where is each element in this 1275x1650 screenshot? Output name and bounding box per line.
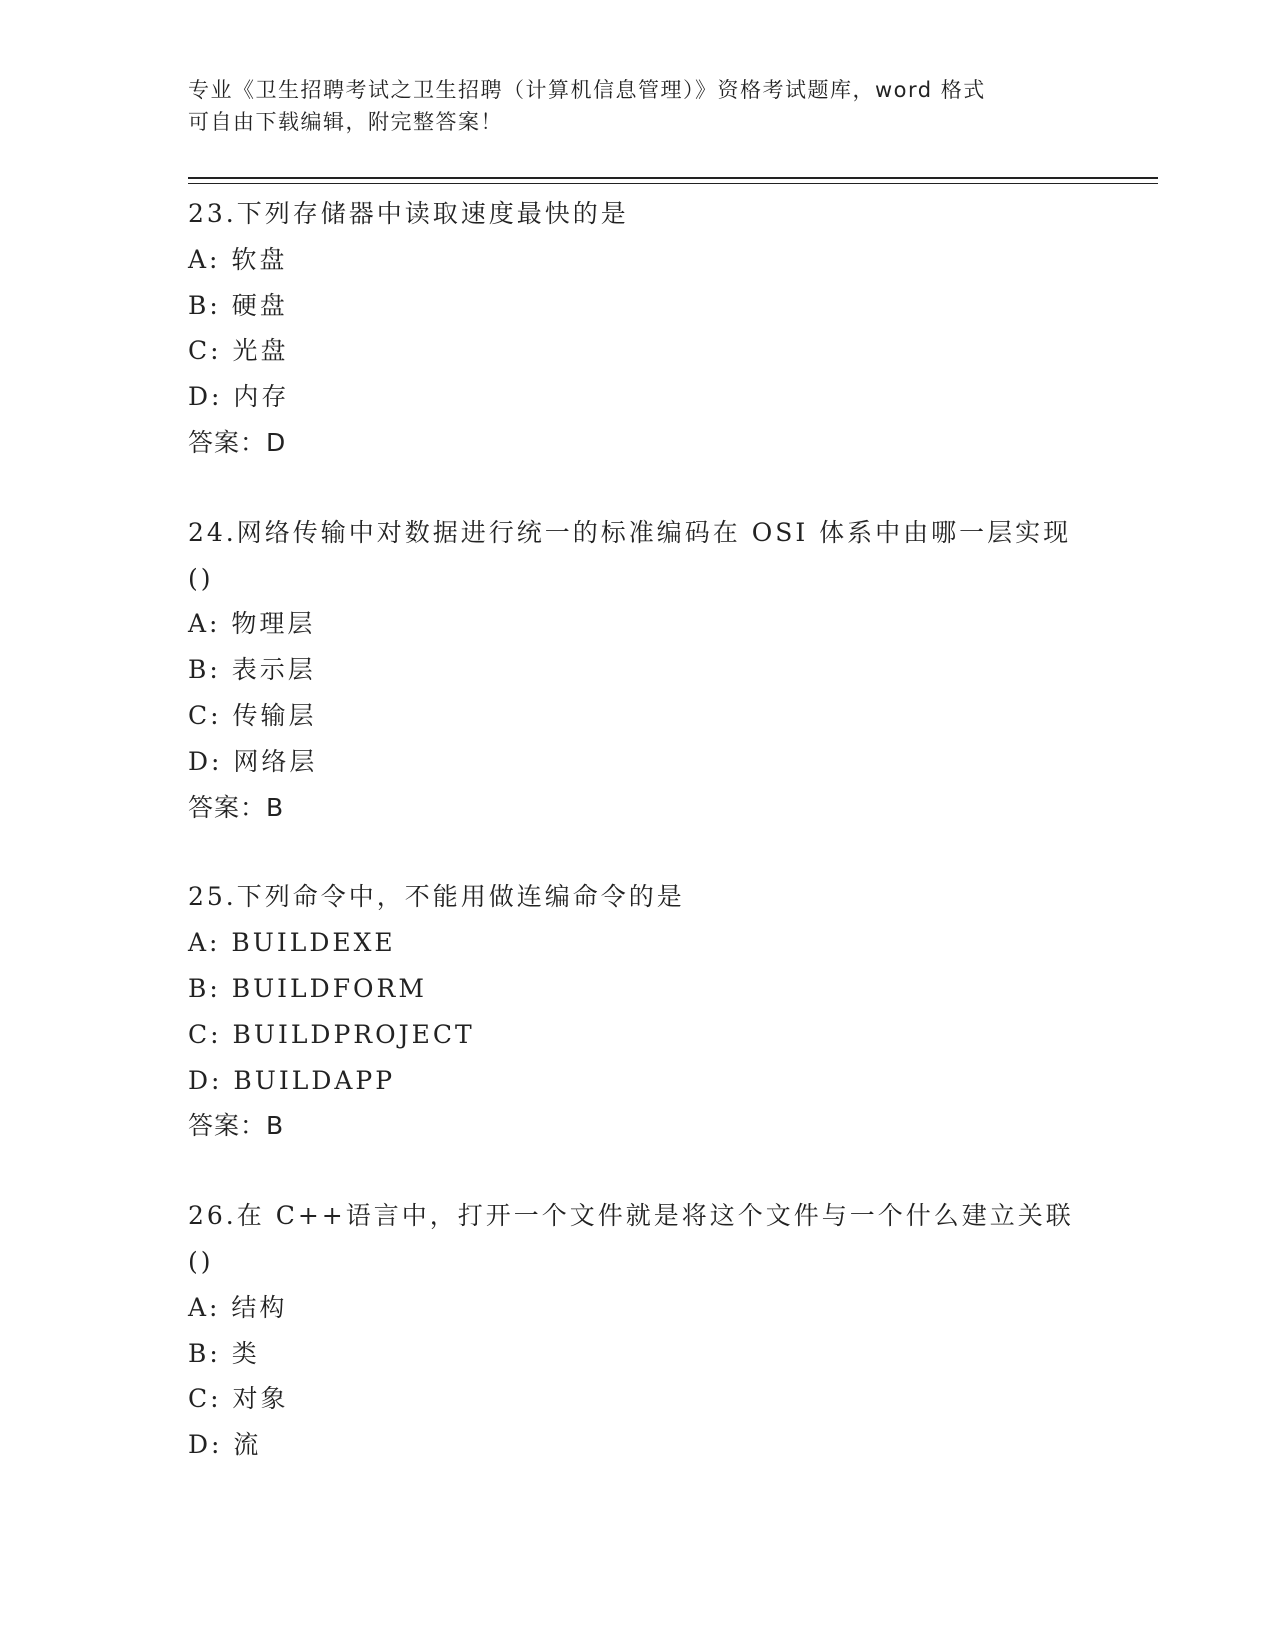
question-25 bbox=[188, 874, 1088, 1149]
header-divider-thick bbox=[188, 177, 1158, 179]
header-line-1: 专业《卫生招聘考试之卫生招聘（计算机信息管理）》资格考试题库，word 格式 bbox=[188, 78, 986, 102]
header-line-2: 可自由下载编辑，附完整答案！ bbox=[188, 110, 503, 134]
option-c: C: 光盘 bbox=[188, 336, 289, 366]
answer: 答案：B bbox=[188, 1111, 285, 1141]
answer: 答案：B bbox=[188, 792, 285, 822]
option-b: B: 硬盘 bbox=[188, 290, 288, 320]
question-stem: 24.网络传输中对数据进行统一的标准编码在 OSI 体系中由哪一层实现 bbox=[188, 517, 1072, 547]
answer: 答案：D bbox=[188, 427, 287, 457]
document-header bbox=[188, 74, 1088, 138]
question-stem: 25.下列命令中，不能用做连编命令的是 bbox=[188, 882, 685, 912]
question-stem-continued: () bbox=[188, 1246, 214, 1276]
question-stem-continued: () bbox=[188, 563, 214, 593]
option-a: A: 物理层 bbox=[188, 609, 316, 639]
option-d: D: 网络层 bbox=[188, 746, 318, 776]
option-b: B: 表示层 bbox=[188, 655, 316, 685]
question-26 bbox=[188, 1193, 1088, 1468]
header-divider-thin bbox=[188, 183, 1158, 184]
question-stem: 23.下列存储器中读取速度最快的是 bbox=[188, 199, 629, 228]
question-24 bbox=[188, 510, 1088, 831]
option-b: B: 类 bbox=[188, 1338, 260, 1368]
option-c: C: 传输层 bbox=[188, 700, 317, 730]
question-23 bbox=[188, 191, 1088, 466]
option-b: B: BUILDFORM bbox=[188, 973, 427, 1003]
option-d: D: 流 bbox=[188, 1430, 262, 1460]
question-stem: 26.在 C++语言中，打开一个文件就是将这个文件与一个什么建立关联 bbox=[188, 1201, 1074, 1231]
option-c: C: 对象 bbox=[188, 1384, 289, 1414]
option-d: D: BUILDAPP bbox=[188, 1065, 396, 1095]
option-c: C: BUILDPROJECT bbox=[188, 1019, 475, 1049]
option-d: D: 内存 bbox=[188, 382, 290, 412]
option-a: A: 结构 bbox=[188, 1292, 288, 1322]
question-list bbox=[188, 191, 1088, 1512]
option-a: A: BUILDEXE bbox=[188, 928, 396, 958]
option-a: A: 软盘 bbox=[188, 244, 288, 274]
